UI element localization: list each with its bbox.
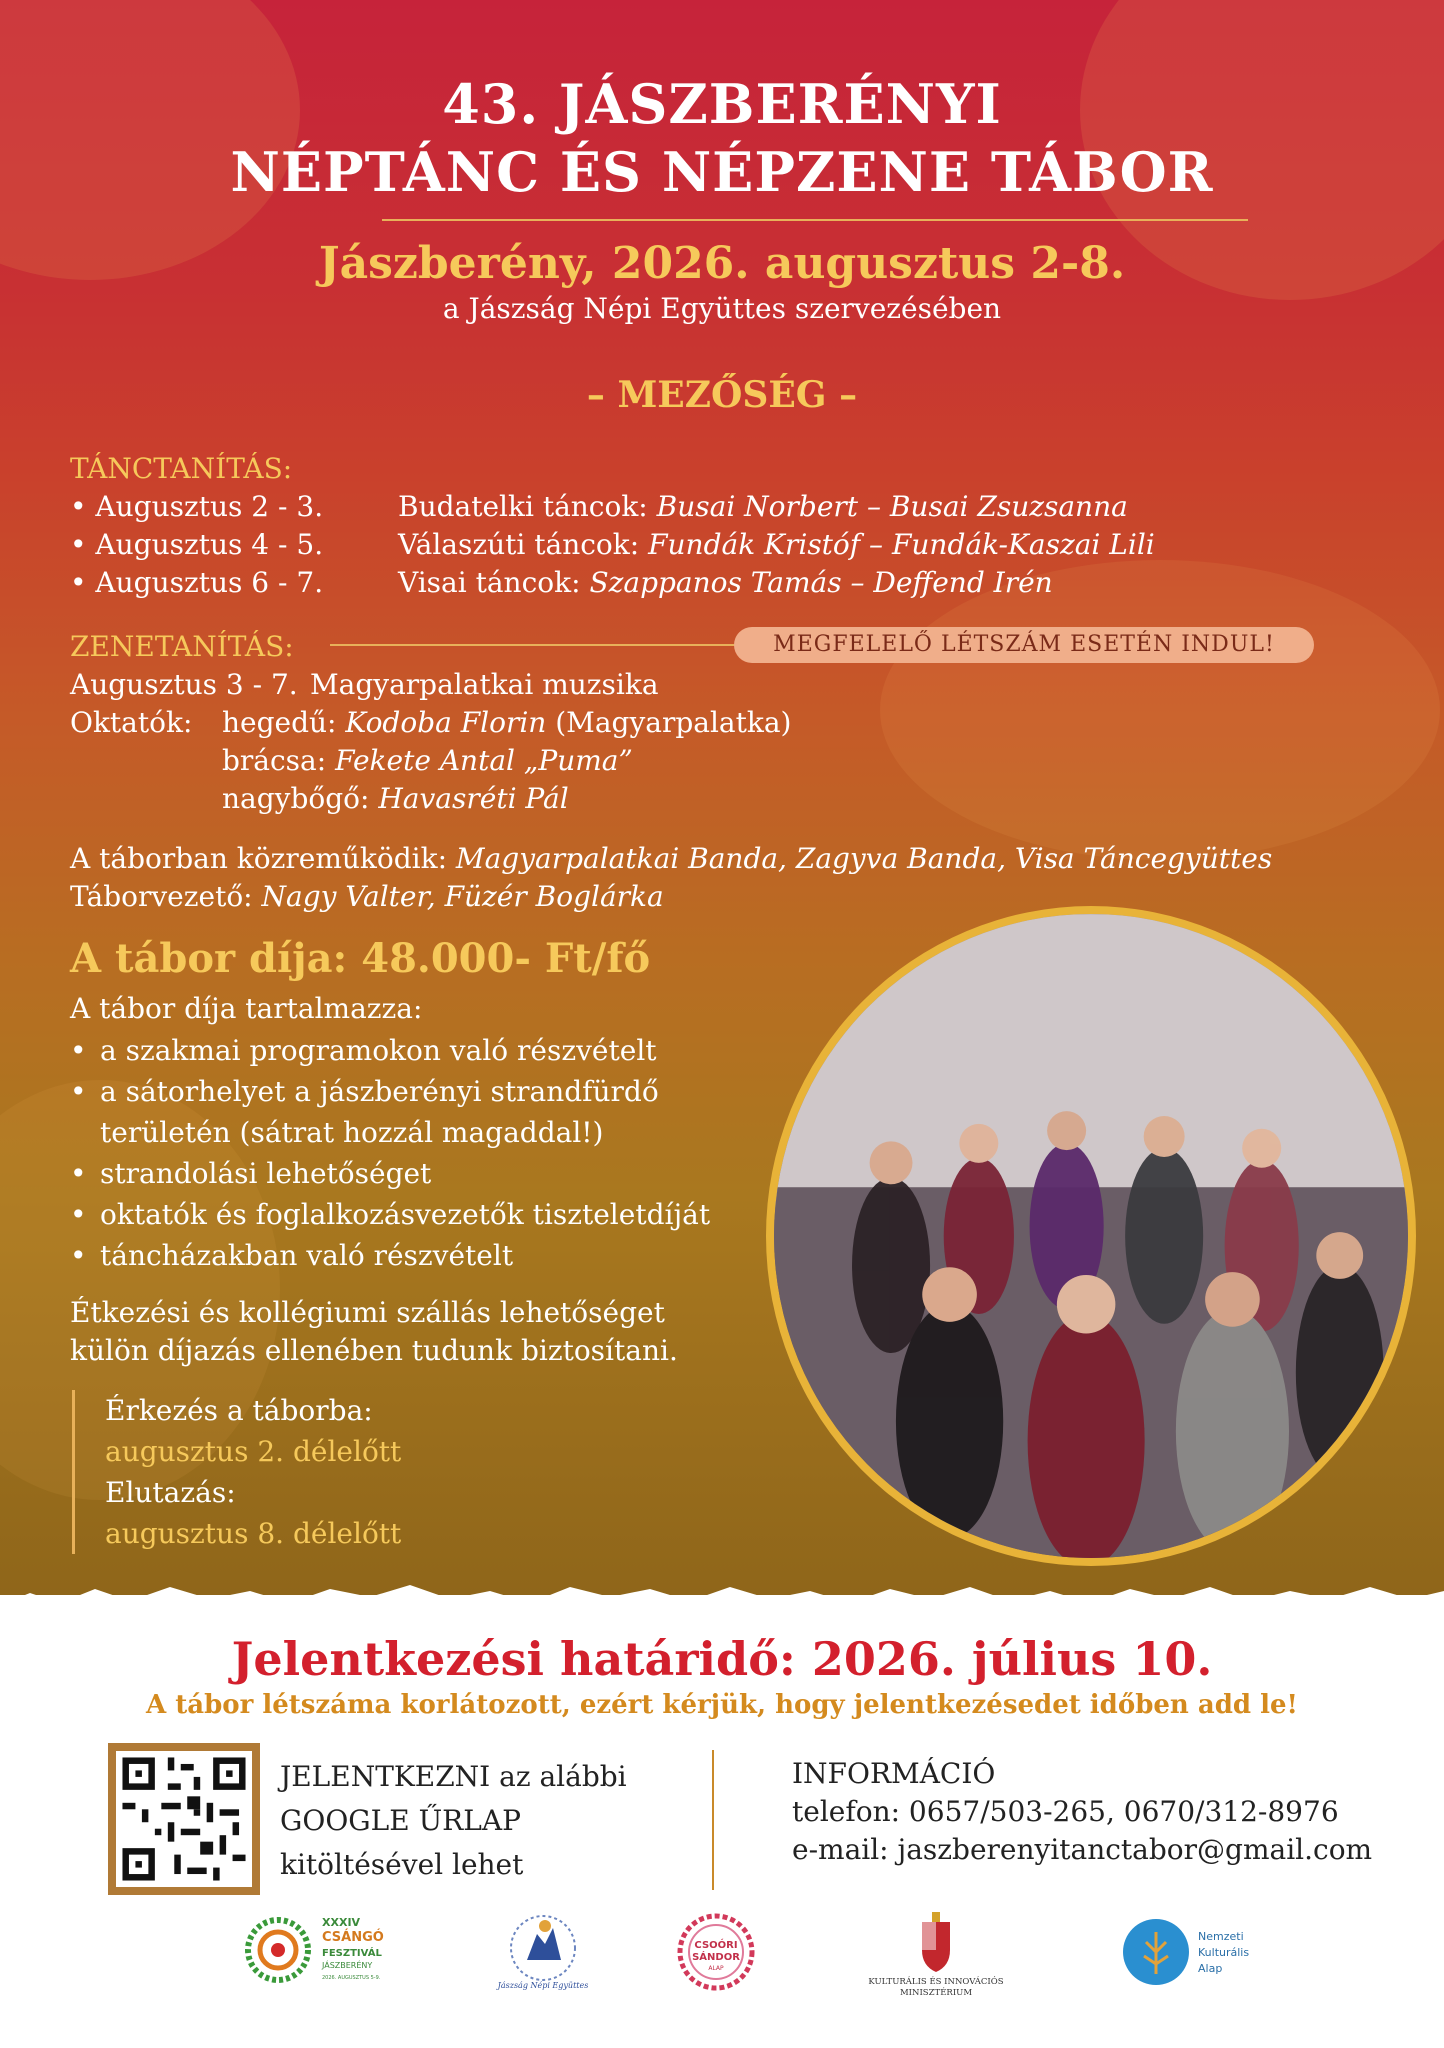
dance-teaching-heading: TÁNCTANÍTÁS: [70,452,293,485]
nka-logo-line-2: Kulturális [1198,1946,1250,1959]
list-item-continuation: területén (sátrat hozzál magaddal!) [100,1116,604,1149]
jaszsag-ensemble-logo [493,1910,593,1994]
list-item: • strandolási lehetőséget [70,1153,710,1194]
dance-program [398,566,1053,599]
music-heading-rule [330,644,750,646]
organizer: a Jászság Népi Együttes szervezésében [442,292,1002,325]
music-teacher [222,706,791,739]
instrument: hegedű: [222,706,337,739]
deadline-title: Jelentkezési határidő: 2026. július 10. [231,1632,1213,1686]
title-rule [382,219,1248,221]
music-program: Magyarpalatkai muzsika [310,668,659,701]
registration-qr-code[interactable] [108,1743,260,1895]
teacher-name: Havasréti Pál [378,782,569,815]
bullet: • [70,1239,87,1272]
csoori-logo-line-1: CSOÓRI [694,1940,738,1951]
teacher-name: Fekete Antal „Puma” [335,744,633,777]
contact-info [792,1755,1372,1869]
nka-logo [1122,1910,1262,1994]
jaszsag-logo-text: Jászság Népi Együttes [497,1981,589,1990]
ministry-logo-line-2: MINISZTÉRIUM [899,1988,973,1998]
leaders-line [70,880,664,913]
teacher-name: Kodoba Florin [345,706,547,739]
leaders: Nagy Valter, Füzér Boglárka [261,880,664,913]
dance-teachers: Busai Norbert – Busai Zsuzsanna [656,490,1128,523]
bullet: • [70,1198,87,1231]
csango-logo-line-3: FESZTIVÁL [322,1948,382,1959]
bullet: • [70,1075,87,1108]
contact-divider [712,1750,714,1890]
csoori-logo-line-3: ALAP [708,1965,724,1972]
dance-date: • Augusztus 4 - 5. [70,528,324,561]
dance-photo [766,906,1416,1566]
region-title: – MEZŐSÉG – [586,374,858,416]
fee-title: A tábor díja: 48.000- Ft/fő [70,935,651,982]
list-item: • oktatók és foglalkozásvezetők tiszteletdíját [70,1194,710,1235]
registration-line-3: kitöltésével lehet [280,1848,524,1881]
csango-logo-line-4: JÁSZBERÉNY [322,1961,373,1970]
dance-program [398,490,1128,523]
meals-note-line-2: külön díjazás ellenében tudunk biztosítani. [70,1334,678,1367]
dance-date: • Augusztus 2 - 3. [70,490,324,523]
list-item: • a szakmai programokon való részvételt [70,1030,710,1071]
music-dates: Augusztus 3 - 7. [70,668,298,701]
csango-logo-line-1: XXXIV [322,1916,361,1929]
registration-instructions [280,1755,627,1887]
dance-teachers: Fundák Kristóf – Fundák-Kaszai Lili [648,528,1155,561]
ministry-logo-line-1: KULTURÁLIS ÉS INNOVÁCIÓS [868,1977,1004,1987]
nka-logo-line-3: Alap [1198,1962,1223,1975]
ministry-logo [846,1910,1026,2000]
dance-name: Budatelki táncok: [398,490,648,523]
minimum-participants-badge: MEGFELELŐ LÉTSZÁM ESETÉN INDUL! [734,627,1314,663]
leaders-label: Táborvezető: [70,880,253,913]
info-heading: INFORMÁCIÓ [792,1757,996,1790]
bullet: • [70,1157,87,1190]
meals-note-line-1: Étkezési és kollégiumi szállás lehetőséget [70,1296,665,1329]
arrival-box [72,1390,401,1554]
music-teaching-heading: ZENETANÍTÁS: [70,630,294,663]
teachers-label: Oktatók: [70,706,193,739]
bands-line [70,842,1272,875]
dance-teachers: Szappanos Tamás – Deffend Irén [589,566,1053,599]
dance-program [398,528,1155,561]
fee-includes-label: A tábor díja tartalmazza: [70,992,423,1025]
date-location: Jászberény, 2026. augusztus 2-8. [318,238,1126,289]
dance-date: • Augusztus 6 - 7. [70,566,324,599]
title-line-1: 43. JÁSZBERÉNYI [442,72,1002,136]
list-item: • a sátorhelyet a jászberényi strandfürdő [70,1071,710,1112]
dancers-illustration [774,914,1408,1558]
dance-name: Válaszúti táncok: [398,528,640,561]
instrument: nagybőgő: [222,782,370,815]
csango-logo-line-2: CSÁNGÓ [322,1930,384,1945]
teacher-note: (Magyarpalatka) [555,706,792,739]
fee-includes-list [70,1030,710,1276]
bullet: • [70,1034,87,1067]
email-address[interactable]: e-mail: jaszberenyitanctabor@gmail.com [792,1833,1373,1866]
music-teacher [222,744,633,777]
torn-paper-edge [0,1565,1444,1595]
nka-logo-line-1: Nemzeti [1198,1930,1244,1943]
qr-code-icon [116,1751,252,1887]
arrival-label: Érkezés a táborba: [105,1394,373,1427]
csango-festival-logo [240,1912,390,1988]
registration-line-1: JELENTKEZNI az alábbi [280,1760,627,1793]
deadline-note: A tábor létszáma korlátozott, ezért kérjük, hogy jelentkezésedet időben add le! [146,1690,1298,1720]
arrival-value: augusztus 2. délelőtt [105,1435,402,1468]
registration-line-2: GOOGLE ŰRLAP [280,1804,521,1837]
dance-name: Visai táncok: [398,566,581,599]
csoori-sandor-fund-logo [676,1912,756,1992]
instrument: brácsa: [222,744,327,777]
bands-label: A táborban közreműködik: [70,842,448,875]
sponsor-logos [0,1910,1444,2020]
music-teacher [222,782,569,815]
csango-logo-line-5: 2026. AUGUSZTUS 5-9. [322,1975,381,1981]
csoori-logo-line-2: SÁNDOR [692,1952,740,1963]
list-item: • táncházakban való részvételt [70,1235,710,1276]
departure-label: Elutazás: [105,1476,236,1509]
bands: Magyarpalatkai Banda, Zagyva Banda, Visa Táncegyüttes [455,842,1273,875]
ornament [880,560,1440,860]
phone-numbers[interactable]: telefon: 0657/503-265, 0670/312-8976 [792,1795,1339,1828]
departure-value: augusztus 8. délelőtt [105,1517,402,1550]
title-line-2: NÉPTÁNC ÉS NÉPZENE TÁBOR [230,140,1214,204]
